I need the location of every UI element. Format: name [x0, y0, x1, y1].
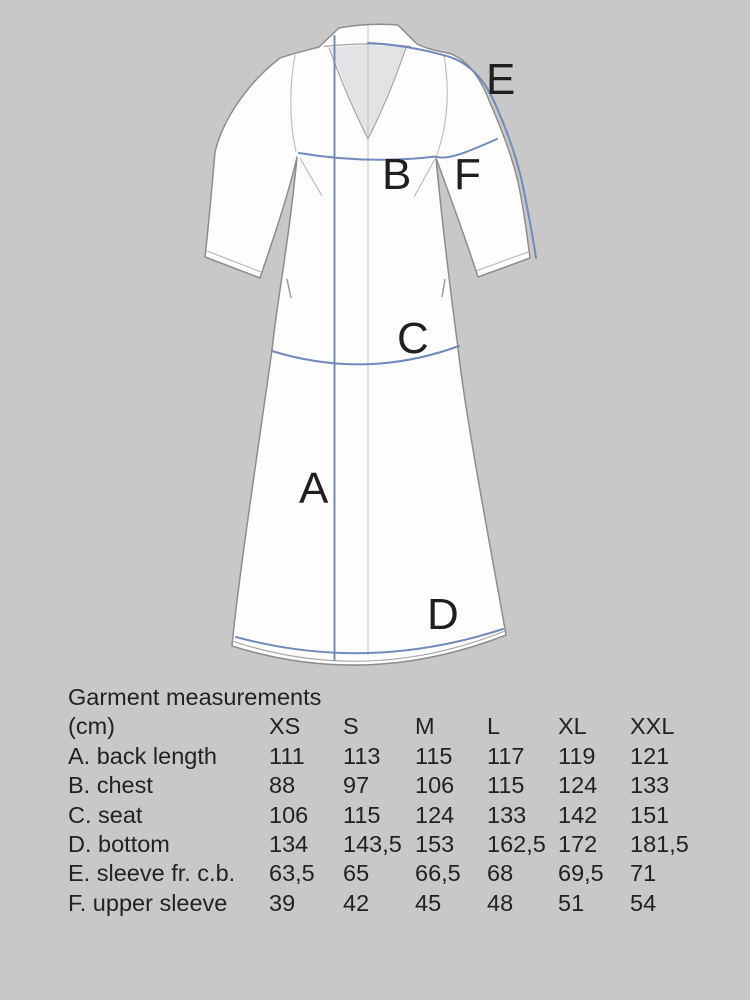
row-label: B. chest: [68, 772, 153, 799]
table-row: [68, 742, 708, 771]
cell-value: 143,5: [343, 830, 402, 857]
cell-value: 115: [487, 772, 525, 799]
table-row: [68, 889, 708, 918]
cell-value: 133: [630, 772, 670, 799]
measure-label-d: D: [427, 590, 459, 639]
col-header-l: L: [487, 713, 501, 740]
cell-value: 153: [415, 830, 455, 857]
cell-value: 172: [558, 830, 598, 857]
cell-value: 45: [415, 889, 442, 916]
cell-value: 63,5: [269, 860, 315, 887]
cell-value: 71: [630, 860, 657, 887]
cell-value: 69,5: [558, 860, 604, 887]
cell-value: 48: [487, 889, 514, 916]
row-label: F. upper sleeve: [68, 889, 228, 916]
cell-value: 54: [630, 889, 657, 916]
row-label: C. seat: [68, 801, 143, 828]
cell-value: 119: [558, 742, 596, 769]
cell-value: 133: [487, 801, 527, 828]
measure-label-e: E: [486, 55, 516, 104]
row-label: A. back length: [68, 742, 217, 769]
cell-value: 181,5: [630, 830, 689, 857]
row-label: D. bottom: [68, 830, 170, 857]
table-title: Garment measurements: [68, 684, 322, 710]
cell-value: 51: [558, 889, 585, 916]
col-header-xl: XL: [558, 713, 587, 740]
cell-value: 124: [558, 772, 598, 799]
cell-value: 115: [415, 742, 453, 769]
measure-label-f: F: [454, 150, 481, 199]
cell-value: 42: [343, 889, 370, 916]
table-header-row: [68, 712, 708, 741]
cell-value: 142: [558, 801, 598, 828]
cell-value: 117: [487, 742, 525, 769]
measure-label-c: C: [397, 314, 429, 363]
table-row: [68, 859, 708, 888]
col-header-m: M: [415, 713, 435, 740]
col-header-xs: XS: [269, 713, 301, 740]
col-header-s: S: [343, 713, 359, 740]
cell-value: 115: [343, 801, 381, 828]
row-label: E. sleeve fr. c.b.: [68, 860, 236, 887]
cell-value: 106: [269, 801, 309, 828]
cell-value: 134: [269, 830, 309, 857]
cell-value: 162,5: [487, 830, 546, 857]
cell-value: 111: [269, 742, 305, 769]
cell-value: 65: [343, 860, 370, 887]
table-row: [68, 801, 708, 830]
cell-value: 124: [415, 801, 455, 828]
cell-value: 97: [343, 772, 370, 799]
measure-label-a: A: [299, 464, 329, 513]
unit-label: (cm): [68, 713, 115, 740]
cell-value: 151: [630, 801, 670, 828]
cell-value: 88: [269, 772, 296, 799]
cell-value: 68: [487, 860, 514, 887]
col-header-xxl: XXL: [630, 713, 675, 740]
table-row: [68, 830, 708, 859]
table-row: [68, 771, 708, 800]
cell-value: 66,5: [415, 860, 461, 887]
cell-value: 106: [415, 772, 455, 799]
cell-value: 39: [269, 889, 296, 916]
cell-value: 121: [630, 742, 670, 769]
measure-label-b: B: [382, 150, 412, 199]
cell-value: 113: [343, 742, 381, 769]
measurements-table: [68, 683, 708, 918]
